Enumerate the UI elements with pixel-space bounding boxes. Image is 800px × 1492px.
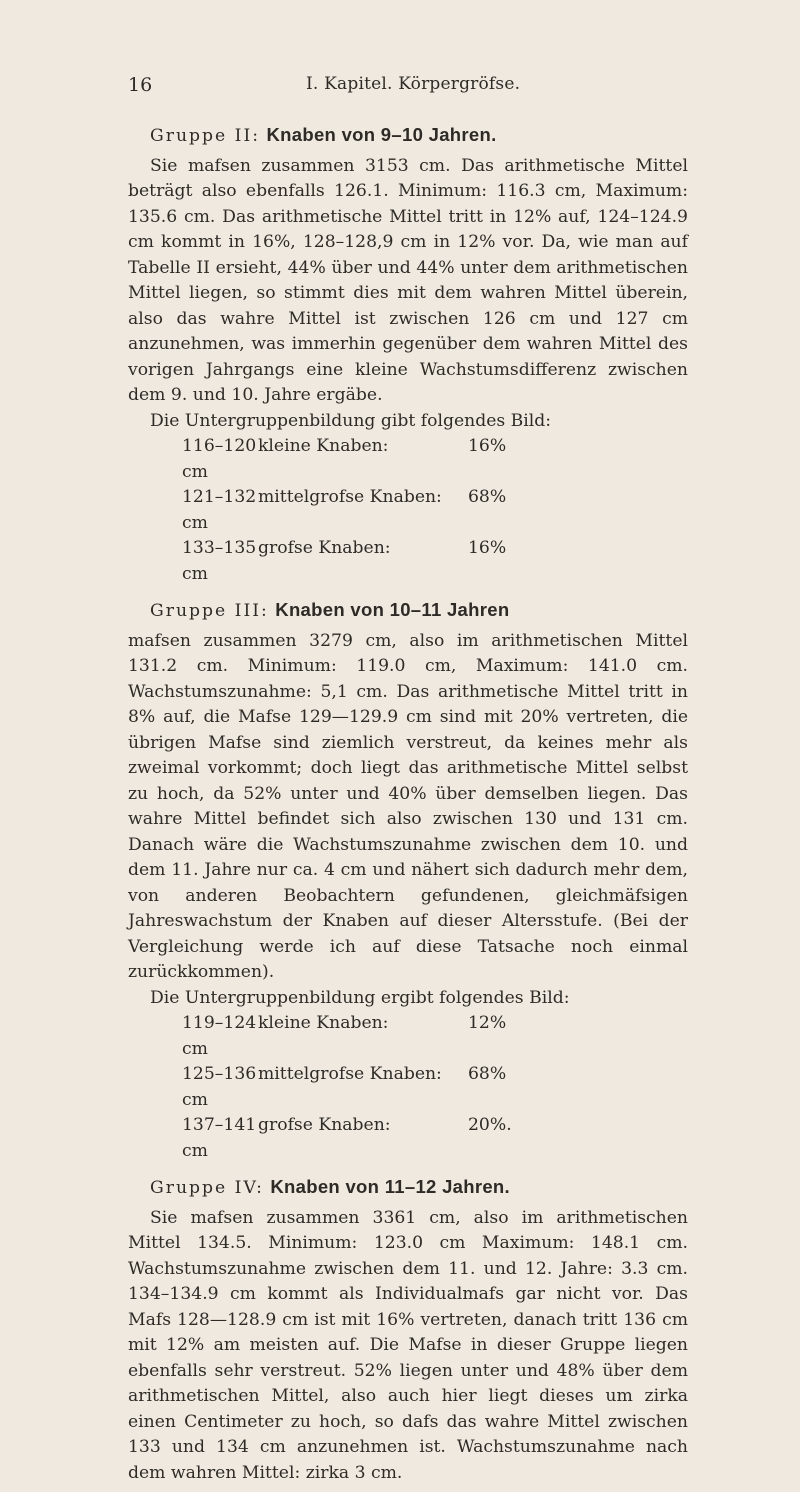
paragraph: mafsen zusammen 3279 cm, also im arithmetischen Mittel 131.2 cm. Minimum: 119.0 cm, Maximum: 141.0 cm. Wachstumszunahme: 5,1 cm. Das arithmetische Mittel tritt in 8% auf, die Mafse 129—129.9 cm sind mit 20% vertreten, die übrigen Mafse sind ziemlich verstreut, da keines mehr als zweimal vorkommt; doch liegt das arithmetische Mittel selbst zu hoch, da 52% unter und 40% über demselben liegen. Das wahre Mittel befindet sich also zwischen 130 und 131 cm. Danach wäre die Wachstumszunahme zwischen dem 10. und dem 11. Jahre nur ca. 4 cm und nähert sich dadurch mehr dem, von anderen Beobachtern gefundenen, gleichmäfsigen Jahreswachstum der Knaben auf dieser Altersstufe. (Bei der Vergleichung werde ich auf diese Tatsache noch einmal zurückkommen). [128, 630, 688, 982]
subgroup-row [182, 1113, 512, 1164]
subgroup-label: grofse Knaben: [258, 1115, 391, 1135]
running-head: I. Kapitel. Körpergröfse. [306, 74, 521, 94]
page-body [128, 122, 688, 1492]
section-heading [128, 1174, 688, 1202]
subgroup-range: 121–132 cm [182, 487, 257, 533]
subgroup-range: 137–141 cm [182, 1115, 257, 1161]
subgroup-row [182, 536, 506, 587]
page-header [128, 74, 740, 104]
group-title: Knaben von 10–11 Jahren [275, 599, 510, 620]
subgroup-row [182, 485, 506, 536]
subgroup-row [182, 1011, 512, 1062]
group-label: Gruppe II: [150, 126, 261, 146]
section-heading [128, 597, 688, 625]
subgroup-range: 119–124 cm [182, 1013, 257, 1059]
section-gruppe-ii [128, 122, 688, 587]
subgroup-range: 133–135 cm [182, 538, 257, 584]
subgroup-row [182, 434, 506, 485]
section-heading [128, 122, 688, 150]
subgroup-percent: 16% [468, 436, 507, 456]
subgroup-label: kleine Knaben: [258, 436, 389, 456]
subgroup-percent: 68% [468, 487, 507, 507]
subgroup-range: 116–120 cm [182, 436, 257, 482]
subgroup-table [182, 434, 506, 587]
group-label: Gruppe IV: [150, 1178, 264, 1198]
group-title: Knaben von 9–10 Jahren. [266, 124, 497, 145]
subgroup-range: 125–136 cm [182, 1064, 257, 1110]
subgroup-intro: Die Untergruppenbildung gibt folgendes Bild: [150, 410, 552, 431]
subgroup-row [182, 1062, 512, 1113]
subgroup-percent: 68% [468, 1064, 507, 1084]
paragraph: Sie mafsen zusammen 3361 cm, also im arithmetischen Mittel 134.5. Minimum: 123.0 cm Maximum: 148.1 cm. Wachstumszunahme zwischen dem 11. und 12. Jahre: 3.3 cm. 134–134.9 cm kommt als Individualmafs gar nicht vor. Das Mafs 128—128.9 cm ist mit 16% vertreten, danach tritt 136 cm mit 12% am meisten auf. Die Mafse in dieser Gruppe liegen ebenfalls sehr verstreut. 52% liegen unter und 48% über dem arithmetischen Mittel, also auch hier liegt dieses um zirka einen Centimeter zu hoch, so dafs das wahre Mittel zwischen 133 und 134 cm anzunehmen ist. Wachstumszunahme nach dem wahren Mittel: zirka 3 cm. [128, 1207, 688, 1483]
section-gruppe-iii [128, 597, 688, 1164]
page-number: 16 [128, 74, 153, 96]
subgroup-table [182, 1011, 512, 1164]
group-label: Gruppe III: [150, 601, 269, 621]
subgroup-percent: 20%. [468, 1115, 512, 1135]
subgroup-label: mittelgrofse Knaben: [258, 487, 442, 507]
paragraph: Sie mafsen zusammen 3153 cm. Das arithmetische Mittel beträgt also ebenfalls 126.1. Minimum: 116.3 cm, Maximum: 135.6 cm. Das arithmetische Mittel tritt in 12% auf, 124–124.9 cm kommt in 16%, 128–128,9 cm in 12% vor. Da, wie man auf Tabelle II ersieht, 44% über und 44% unter dem arithmetischen Mittel liegen, so stimmt dies mit dem wahren Mittel überein, also das wahre Mittel ist zwischen 126 cm und 127 cm anzunehmen, was immerhin gegenüber dem wahren Mittel des vorigen Jahrgangs eine kleine Wachstumsdifferenz zwischen dem 9. und 10. Jahre ergäbe. [128, 155, 688, 405]
section-gruppe-iv [128, 1174, 688, 1486]
subgroup-percent: 12% [468, 1013, 507, 1033]
subgroup-percent: 16% [468, 538, 507, 558]
subgroup-label: mittelgrofse Knaben: [258, 1064, 442, 1084]
subgroup-intro: Die Untergruppenbildung ergibt folgendes Bild: [150, 987, 570, 1008]
group-title: Knaben von 11–12 Jahren. [270, 1176, 510, 1197]
subgroup-label: kleine Knaben: [258, 1013, 389, 1033]
subgroup-label: grofse Knaben: [258, 538, 391, 558]
